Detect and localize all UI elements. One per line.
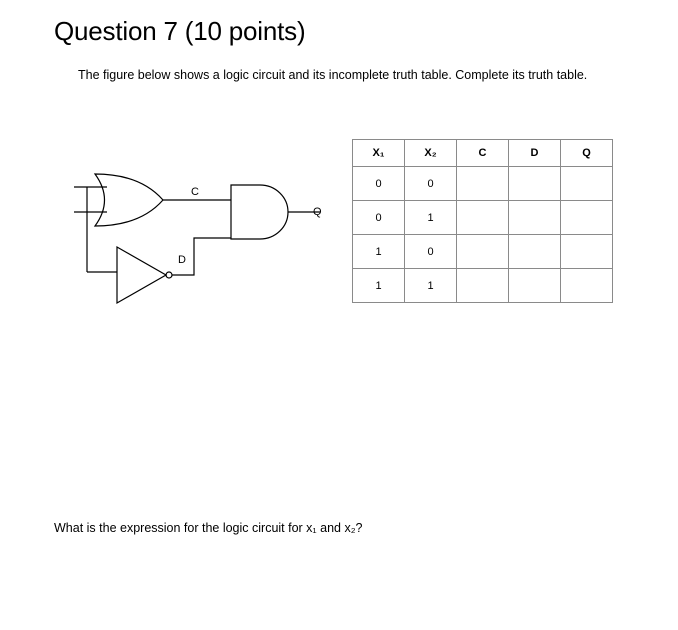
table-row	[353, 269, 613, 303]
header-c: C	[457, 140, 509, 167]
cell-q[interactable]	[561, 235, 613, 269]
truth-table	[352, 139, 613, 303]
header-d: D	[509, 140, 561, 167]
not-gate	[117, 247, 166, 303]
cell-q[interactable]	[561, 167, 613, 201]
header-q: Q	[561, 140, 613, 167]
cell-q[interactable]	[561, 269, 613, 303]
cell-c[interactable]	[457, 269, 509, 303]
cell-q[interactable]	[561, 201, 613, 235]
cell-c[interactable]	[457, 235, 509, 269]
question-title: Question 7 (10 points)	[54, 16, 306, 46]
cell-x2: 1	[405, 201, 457, 235]
cell-d[interactable]	[509, 201, 561, 235]
and-gate	[231, 185, 288, 239]
cell-x1: 0	[353, 167, 405, 201]
expression-question: What is the expression for the logic circuit for x₁ and x₂?	[54, 521, 363, 535]
label-c: C	[191, 186, 199, 198]
cell-d[interactable]	[509, 167, 561, 201]
header-x2: X₂	[405, 140, 457, 167]
table-row	[353, 167, 613, 201]
logic-circuit-diagram	[70, 160, 340, 310]
label-d: D	[178, 254, 186, 266]
label-q: Q	[313, 206, 322, 218]
cell-c[interactable]	[457, 167, 509, 201]
cell-x1: 1	[353, 269, 405, 303]
cell-x2: 0	[405, 235, 457, 269]
cell-d[interactable]	[509, 269, 561, 303]
header-x1: X₁	[353, 140, 405, 167]
cell-x1: 0	[353, 201, 405, 235]
cell-x2: 0	[405, 167, 457, 201]
cell-c[interactable]	[457, 201, 509, 235]
cell-x2: 1	[405, 269, 457, 303]
truth-table-header-row	[353, 140, 613, 167]
table-row	[353, 235, 613, 269]
question-intro: The figure below shows a logic circuit and its incomplete truth table. Complete its truth table.	[78, 68, 588, 82]
cell-x1: 1	[353, 235, 405, 269]
cell-d[interactable]	[509, 235, 561, 269]
or-gate	[95, 174, 163, 226]
table-row	[353, 201, 613, 235]
